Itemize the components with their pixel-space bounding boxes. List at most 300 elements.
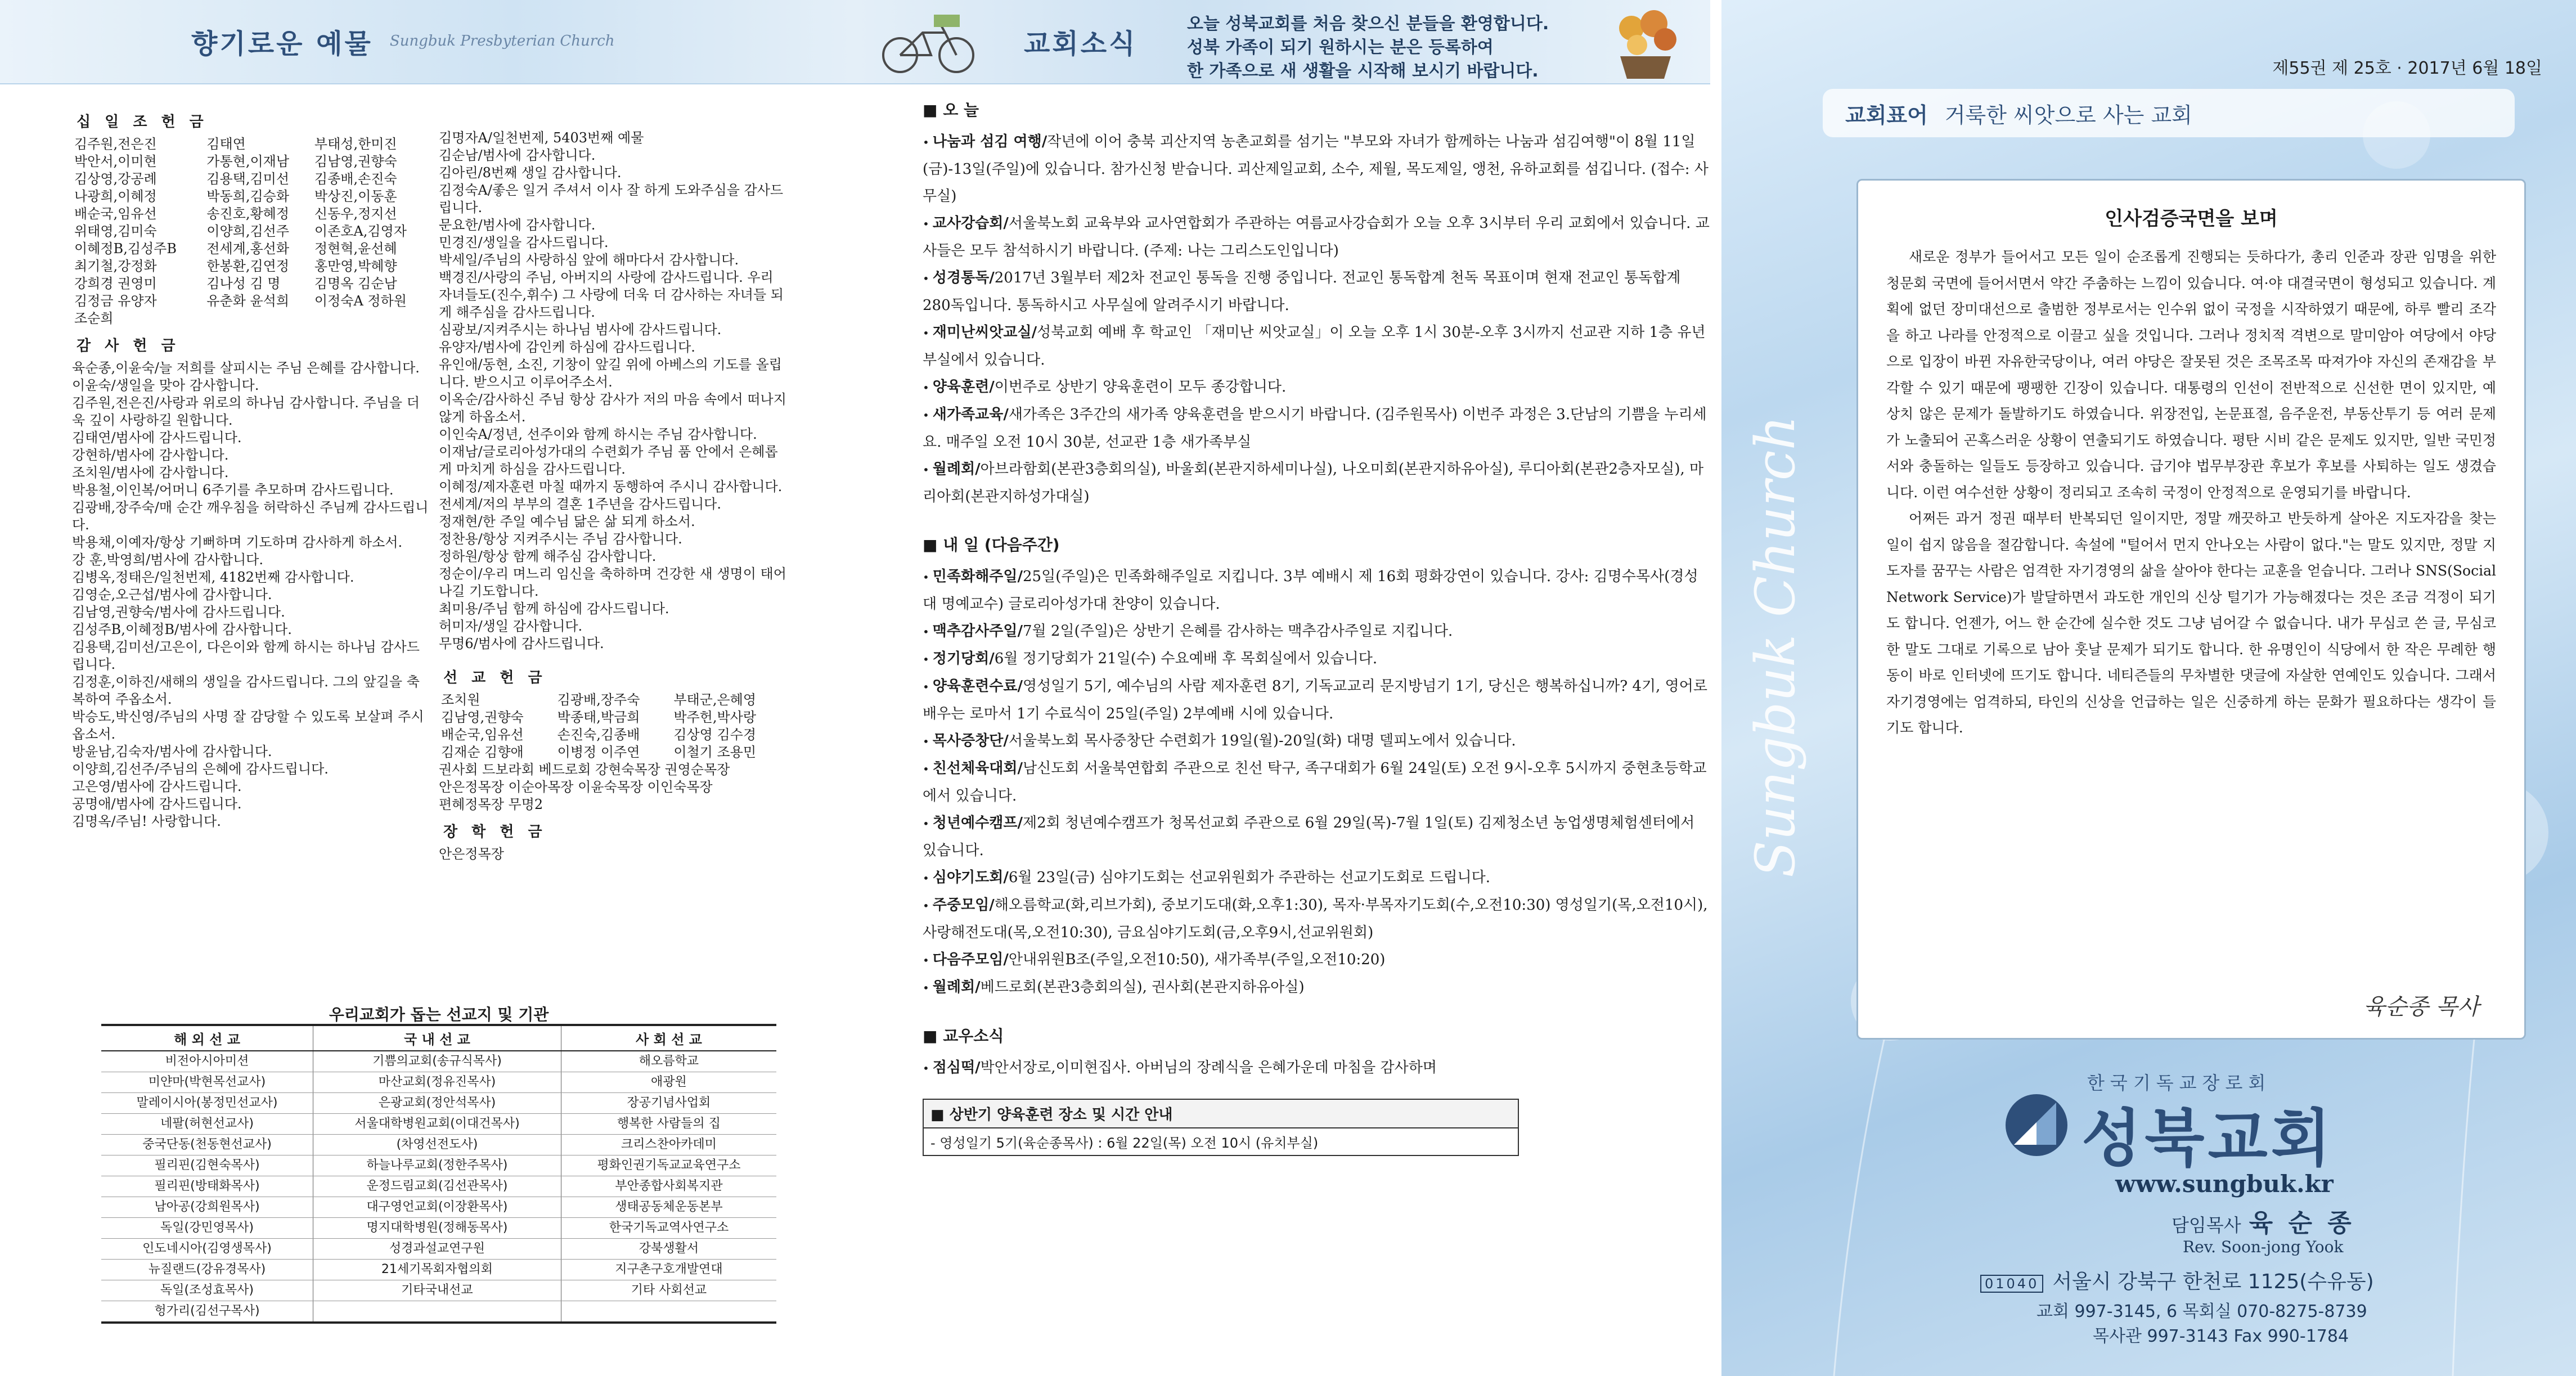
mission-extra-line: 권사회 드보라회 베드로회 강현숙목장 권영순목장: [439, 762, 730, 777]
tithe-names: 이정숙A 정하원: [314, 293, 407, 309]
mission-offering-row: [439, 744, 788, 761]
thanks-donor: 이양희,김선주/: [72, 761, 159, 777]
missions-row: [101, 1093, 776, 1114]
thanks-entry: [439, 565, 788, 600]
news-text: 아브라함회(본관3층회의실), 바울회(본관지하세미나실), 나오미회(본관지하유아실), 루디아회(본관2층자모실), 마리아회(본관지하성가대실): [923, 461, 1704, 505]
members-heading: ■ 교우소식: [923, 1027, 1004, 1045]
thanks-message: 범사에 감인케 하심에 감사드립니다.: [482, 339, 695, 355]
thanks-entry: [72, 708, 432, 743]
thanks-message: 매 순간 깨우침을 허락하신 주님께 감사드립니다.: [72, 500, 429, 533]
church-name: 성북교회: [2082, 1103, 2335, 1175]
tithe-names: 김상영,강공례: [74, 171, 157, 187]
thanks-list-1: [72, 359, 432, 830]
tithe-names: 김정금 유양자: [74, 293, 157, 309]
welcome-line: 성북 가족이 되기 원하시는 분은 등록하여: [1187, 38, 1494, 57]
bullet-icon: •: [923, 680, 929, 694]
news-text: 작년에 이어 충북 괴산지역 농촌교회를 섬기는 "부모와 자녀가 함께하는 나눔과 섬김여행"이 8월 11일(금)-13일(주일)에 있습니다. 참가신청 받습니다. 괴산제일교회, 소수, 제월, 목도제일, 앵천, 유하교회를 섬깁니다. (접수: 사무실): [923, 133, 1709, 205]
news-key: 친선체육대회/: [932, 760, 1023, 777]
missions-row: [101, 1260, 776, 1280]
thanks-message: 우리 며느리 임신을 축하하며 건강한 새 생명이 태어나길 기도합니다.: [439, 566, 786, 599]
thanks-entry: [439, 530, 788, 548]
thanks-message: 범사에 감사합니다.: [159, 744, 272, 759]
tithe-names: 나광희,이혜정: [74, 188, 157, 204]
tithe-names: 김남영,권향숙: [314, 154, 397, 169]
tithe-names: 가통현,이재남: [206, 154, 290, 169]
thanks-entry: [72, 586, 432, 604]
mission-offering-names: 손진숙,김종배: [557, 727, 640, 743]
news-item: [900, 727, 1710, 755]
motto-text: 거룩한 씨앗으로 사는 교회: [1944, 102, 2192, 128]
missions-cell: 서울대학병원교회(이대건목사): [313, 1114, 561, 1135]
tithe-section-title: 십 일 조 헌 금: [77, 114, 208, 131]
missions-row: [101, 1301, 776, 1323]
thanks-entry: [439, 443, 788, 478]
thanks-message: 주님! 사랑합니다.: [115, 813, 221, 829]
pastor-name: 육 순 종: [2249, 1209, 2355, 1238]
thanks-entry: [439, 548, 788, 565]
tithe-names: [204, 310, 312, 327]
mission-offering-names: 조치원: [441, 692, 480, 708]
missions-row: [101, 1176, 776, 1197]
tithe-name-table: [72, 136, 432, 327]
thanks-donor: 정순이/: [439, 566, 483, 582]
thanks-message: 일천번제, 5403번째 예물: [492, 130, 644, 146]
news-text: 서울북노회 교육부와 교사연합회가 주관하는 여름교사강습회가 오늘 오후 3시부터 우리 교회에서 있습니다. 교사들은 모두 참석하시기 바랍니다. (주제: 나는 그리스도인입니다): [923, 215, 1710, 259]
thanks-message: 고은이, 다은이와 함께 하시는 하나님 감사드립니다.: [72, 639, 420, 672]
thanks-donor: 이옥순/: [439, 392, 483, 407]
thanks-entry: [439, 478, 788, 496]
schedule-box-line: - 영성일기 5기(육순종목사) : 6월 22일(목) 오전 10시 (유치부실): [930, 1135, 1319, 1151]
welcome-line: 한 가족으로 새 생활을 시작해 보시기 바랍니다.: [1187, 61, 1539, 81]
news-text: 6월 23일(금) 심야기도회는 선교위원회가 주관하는 선교기도회로 드립니다.: [1008, 869, 1491, 886]
bullet-icon: •: [923, 1062, 929, 1075]
missions-cell: 21세기목회자협의회: [313, 1260, 561, 1280]
top-banner: [0, 0, 1710, 84]
bullet-icon: •: [923, 381, 929, 394]
bullet-icon: •: [923, 570, 929, 584]
tithe-names: 박안서,이미현: [74, 154, 157, 169]
bullet-icon: •: [923, 762, 929, 776]
motto-bar: [1823, 89, 2515, 137]
missions-cell: 중국단동(천동현선교사): [101, 1135, 313, 1155]
thanks-message: 어머니 6주기를 추모하며 감사드립니다.: [159, 482, 394, 498]
tithe-names: 위태영,김미숙: [74, 223, 157, 239]
pastor-name-en: Rev. Soon-jong Yook: [2183, 1238, 2344, 1256]
thanks-message: 지켜주시는 하나님 범사에 감사드립니다.: [482, 322, 722, 338]
essay-paragraph: 어쩌든 과거 정권 때부터 반복되던 일이지만, 정말 깨끗하고 반듯하게 살아온 지도자감을 찾는 일이 쉽지 않음을 절감합니다. 속설에 "털어서 먼지 안나오는 사람이 없다."는 말도 있지만, 정말 지도자를 꿈꾸는 사람은 엄격한 자기경영의 삶을 살아야 한다는 교훈을 얻습니다. 그러나 SNS(Social Network Service)가 발달하면서 과도한 개인의 신상 털기가 가능해졌다는 것은 조금 걱정이 되기도 합니다. 언젠가, 어느 한 순간에 실수한 것도 그냥 넘어갈 수 없습니다. 내가 무심코 쓴 글, 무심코 한 말도 그대로 기록으로 남아 훗날 문제가 되기도 합니다. 한 유명인이 식당에서 한 작은 무례한 행동이 바로 인터넷에 뜨기도 합니다. 네티즌들의 무차별한 댓글에 자살한 연예인도 있습니다. 그래서 자기경영에는 엄격하되, 타인의 신상을 언급하는 일은 신중하게 하는 문화가 필요하다는 생각이 들기도 합니다.: [1886, 510, 2496, 736]
thanks-entry: [72, 813, 432, 830]
news-key: 양육훈련수료/: [932, 678, 1023, 695]
motto-label: 교회표어: [1845, 102, 1928, 128]
missions-cell: 운정드림교회(김선관목사): [313, 1176, 561, 1197]
tithe-row: [72, 275, 432, 293]
thanks-donor: 방윤남,김숙자/: [72, 744, 159, 759]
news-title: 교회소식: [1024, 28, 1138, 60]
today-news-list: [900, 128, 1710, 510]
news-item: [900, 974, 1710, 1001]
bullet-icon: •: [923, 408, 929, 422]
thanks-list-2: [439, 129, 788, 653]
schedule-box: [923, 1099, 1519, 1156]
pastor-info: [2172, 1203, 2355, 1239]
thanks-message: 한 주일 예수님 닮은 삶 되게 하소서.: [482, 514, 695, 529]
tithe-row: [72, 293, 432, 310]
mission-offering-row: [439, 726, 788, 744]
thanks-donor: 최미용/: [439, 601, 483, 617]
thanks-message: 범사에 감사드립니다.: [115, 796, 242, 812]
thanks-donor: 강 훈,박영희/: [72, 552, 151, 568]
news-key: 다음주모임/: [932, 951, 1009, 968]
mission-offering-names: 이병정 이주연: [557, 744, 640, 760]
missions-cell: 헝가리(김선구목사): [101, 1301, 313, 1323]
thanks-entry: [72, 569, 432, 586]
thanks-donor: 백경진/: [439, 269, 483, 285]
missions-cell: 독일(강민영목사): [101, 1218, 313, 1239]
news-item: [900, 401, 1710, 456]
bullet-icon: •: [923, 817, 929, 830]
news-key: 나눔과 섬김 여행/: [932, 133, 1048, 150]
thanks-donor: 허미자/: [439, 618, 483, 634]
thanks-donor: 박용철,이인복/: [72, 482, 159, 498]
missions-row: [101, 1280, 776, 1301]
news-item: [900, 264, 1710, 319]
mission-offering-names: 배순국,임유선: [441, 727, 524, 743]
tithe-names: 유춘화 윤석희: [206, 293, 290, 309]
tomorrow-heading: ■ 내 일 (다음주간): [923, 536, 1060, 554]
tithe-names: 부태성,한미진: [314, 136, 397, 152]
thanks-message: 저의 부부의 결혼 1주년을 감사드립니다.: [482, 496, 721, 512]
thanks-donor: 유양자/: [439, 339, 483, 355]
news-item: [900, 374, 1710, 401]
news-text: 서울북노회 목사중창단 수련회가 19일(월)-20일(화) 대명 델피노에서 있습니다.: [1008, 732, 1516, 749]
news-text: 6월 정기당회가 21일(수) 수요예배 후 목회실에서 있습니다.: [994, 650, 1378, 667]
thanks-message: 범사에 감사드립니다.: [478, 636, 604, 651]
news-key: 정기당회/: [932, 650, 995, 667]
missions-cell: 행복한 사람들의 집: [561, 1114, 776, 1135]
thanks-entry: [72, 761, 432, 778]
news-key: 월례회/: [932, 461, 981, 478]
bullet-icon: •: [923, 899, 929, 912]
thanks-message: 범사에 감사합니다.: [159, 587, 272, 602]
missions-cell: 생태공동체운동본부: [561, 1197, 776, 1218]
missions-cell: 말레이시아(봉정민선교사): [101, 1093, 313, 1114]
thanks-message: 범사에 감사합니다.: [150, 552, 263, 568]
news-text: 영성일기 5기, 예수님의 사람 제자훈련 8기, 기독교교리 문지방넘기 1기, 당신은 행복하십니까? 4기, 영어로 배우는 로마서 1기 수료식이 25일(주일) 2부예배 시에 있습니다.: [923, 678, 1707, 722]
thanks-message: 새해의 생일을 감사드립니다. 그의 앞길을 축복하여 주옵소서.: [72, 674, 420, 707]
church-address: [1980, 1266, 2374, 1294]
mission-offering-row: [439, 709, 788, 726]
news-key: 새가족교육/: [932, 406, 1009, 423]
flower-pot-icon: [1603, 6, 1688, 82]
missions-header-row: [101, 1025, 776, 1051]
news-key: 월례회/: [932, 979, 981, 996]
church-script-vertical: Sungbuk Church: [1744, 415, 1807, 878]
essay-paragraph: 새로운 정부가 들어서고 모든 일이 순조롭게 진행되는 듯하다가, 총리 인준과 장관 임명을 위한 청문회 국면에 들어서면서 약간 주춤하는 느낌이 있습니다. 여·야 대결국면이 형성되고 있습니다. 계획에 없던 장미대선으로 출범한 정부로서는 인수위 없이 국정을 시작하였기 때문에, 하루 빨리 조각을 하고 나라를 안정적으로 이끌고 싶을 것입니다. 그러나 정치적 격변으로 말미암아 여당에서 야당으로 입장이 바뀐 자유한국당이나, 여러 야당은 잘못된 것은 조목조목 따져가야 자신의 존재감을 부각할 수 있기 때문에 팽팽한 긴장이 있습니다. 대통령의 인선이 전반적으로 신선한 면이 있지만, 예상치 않은 문제가 돌발하기도 하였습니다. 위장전입, 논문표절, 음주운전, 부동산투기 등 여러 문제가 노출되어 곤혹스러운 상황이 연출되기도 하였습니다. 평탄 시비 같은 문제도 있지만, 일반 국민정서와 충돌하는 일들도 등장하고 있습니다. 급기야 법무부장관 후보가 후보를 사퇴하는 일도 생겼습니다. 이런 여수선한 상황이 정리되고 조속히 국정이 안정적으로 운영되기를 바랍니다.: [1886, 249, 2496, 501]
thanks-donor: 이혜정/: [439, 479, 483, 494]
thanks-donor: 정찬용/: [439, 531, 483, 547]
offerings-banner-title: [191, 10, 614, 72]
mission-offering-extra: [439, 761, 788, 813]
tithe-names: 배순국,임유선: [74, 206, 157, 222]
missions-table-title: 우리교회가 돕는 선교지 및 기관: [329, 1005, 549, 1024]
missions-header: 국 내 선 교: [313, 1025, 561, 1051]
thanks-entry: [72, 359, 432, 377]
thanks-message: 범사에 감사합니다.: [482, 147, 596, 163]
tithe-row: [72, 205, 432, 223]
bullet-icon: •: [923, 653, 929, 666]
thanks-donor: 조치원/: [72, 465, 116, 480]
news-item: [900, 810, 1710, 864]
mission-offering-names: 이철기 조용민: [673, 744, 757, 760]
news-item: [900, 319, 1710, 374]
thanks-message: 사랑의 주님, 아버지의 사랑에 감사드립니다. 우리 자녀들도(진수,휘수) 그 사랑에 더욱 더 감사하는 자녀들 되게 해주심을 감사드립니다.: [439, 269, 784, 320]
tithe-names: 이양희,김선주: [206, 223, 290, 239]
mission-offering-title: 선 교 헌 금: [443, 669, 547, 686]
thanks-entry: [72, 464, 432, 482]
issue-info: 제55권 제 25호 · 2017년 6월 18일: [2272, 59, 2542, 78]
bullet-icon: •: [923, 326, 929, 340]
thanks-donor: 김태연/: [72, 430, 116, 446]
news-item: [900, 456, 1710, 510]
missions-cell: 인도네시아(김영생목사): [101, 1239, 313, 1260]
offerings-title: 향기로운 예물: [191, 28, 373, 60]
thanks-entry: [72, 638, 432, 673]
bullet-icon: •: [923, 217, 929, 231]
bullet-icon: •: [923, 981, 929, 995]
missions-cell: 해오름학교: [561, 1051, 776, 1072]
news-text: 2017년 3월부터 제2차 전교인 통독을 진행 중입니다. 전교인 통독합계 천독 목표이며 현재 전교인 통독합계 280독입니다. 통독하시고 사무실에 알려주시기 바랍니다.: [923, 269, 1681, 314]
missions-cell: 미얀마(박현목선교사): [101, 1072, 313, 1093]
thanks-entry: [439, 182, 788, 217]
tithe-row: [72, 153, 432, 170]
offerings-column-1: [72, 111, 432, 830]
thanks-donor: 강현하/: [72, 447, 116, 463]
thanks-message: 8번째 생일 감사합니다.: [482, 165, 622, 181]
thanks-donor: 문요한/: [439, 217, 483, 233]
thanks-entry: [439, 234, 788, 251]
thanks-entry: [439, 269, 788, 321]
mission-extra-line: 편혜정목장 무명2: [439, 797, 543, 812]
bulletin-cover: [1721, 0, 2576, 1376]
church-logo-mark-icon: [2003, 1091, 2070, 1159]
thanks-entry: [439, 321, 788, 339]
missions-row: [101, 1072, 776, 1093]
news-item: [900, 864, 1710, 892]
thanks-message: 생일을 감사드립니다.: [482, 235, 609, 250]
thanks-donor: 김아린/: [439, 165, 483, 181]
thanks-entry: [72, 499, 432, 534]
mission-offering-names: 김광배,장주숙: [557, 692, 640, 708]
thanks-entry: [72, 778, 432, 795]
thanks-donor: 유인애/: [439, 357, 483, 372]
thanks-entry: [439, 217, 788, 234]
thanks-entry: [439, 600, 788, 618]
news-text: 안내위원B조(주일,오전10:50), 새가족부(주일,오전10:20): [1008, 951, 1386, 968]
tithe-names: 정현혁,윤선혜: [314, 241, 397, 257]
essay-title: 인사검증국면을 보며: [2105, 208, 2278, 230]
thanks-donor: 고은영/: [72, 779, 116, 794]
thanks-entry: [72, 534, 432, 551]
thanks-message: 제자훈련 마칠 때까지 동행하여 주시니 감사합니다.: [482, 479, 783, 494]
tithe-row: [72, 258, 432, 275]
tithe-names: 최기철,강정화: [74, 258, 157, 274]
missions-cell: 부안종합사회복지관: [561, 1176, 776, 1197]
news-text: 남신도회 서울북연합회 주관으로 친선 탁구, 족구대회가 6월 24일(토) 오전 9시-오후 5시까지 중현초등학교에서 있습니다.: [923, 760, 1707, 804]
news-item: [900, 1054, 1710, 1082]
news-item: [900, 210, 1710, 264]
missions-cell: [313, 1301, 561, 1323]
bicycle-icon: [878, 10, 979, 78]
thanks-message: 주님의 사명 잘 감당할 수 있도록 보살펴 주시옵소서.: [72, 709, 424, 742]
news-page: [900, 84, 1710, 1376]
thanks-message: 사랑과 위로의 하나님 감사합니다. 주님을 더욱 깊이 사랑하길 원합니다.: [72, 395, 420, 428]
missions-cell: 남아공(강희원목사): [101, 1197, 313, 1218]
thanks-donor: 김정숙A/: [439, 182, 492, 198]
church-logo: [1986, 1069, 2492, 1175]
thanks-donor: 정재현/: [439, 514, 483, 529]
missions-row: [101, 1051, 776, 1072]
thanks-entry: [72, 482, 432, 499]
thanks-message: 생일 감사합니다.: [482, 618, 583, 634]
tithe-row: [72, 310, 432, 327]
tithe-names: 김명옥 김순남: [314, 276, 397, 291]
missions-header: 사 회 선 교: [561, 1025, 776, 1051]
thanks-donor: 박용채,이예자/: [72, 534, 159, 550]
thanks-entry: [439, 496, 788, 513]
missions-cell: 명지대학병원(정해동목사): [313, 1218, 561, 1239]
tithe-row: [72, 223, 432, 240]
thanks-donor: 김정훈,이하진/: [72, 674, 159, 690]
thanks-message: 주님의 은혜에 감사드립니다.: [159, 761, 329, 777]
thanks-message: 좋은 일거 주셔서 이사 잘 하게 도와주심을 감사드립니다.: [439, 182, 784, 215]
offerings-page: [0, 84, 878, 1376]
thanks-entry: [72, 551, 432, 569]
thanks-entry: [439, 426, 788, 443]
thanks-donor: 김성주B,이혜정B/: [72, 622, 179, 637]
missions-row: [101, 1155, 776, 1176]
news-key: 성경통독/: [932, 269, 995, 286]
tithe-row: [72, 188, 432, 205]
thanks-message: 범사에 감사합니다.: [179, 622, 292, 637]
mission-offering-names: 김남영,권향숙: [441, 709, 524, 725]
thanks-section-title: 감 사 헌 금: [77, 338, 180, 354]
church-website[interactable]: www.sungbuk.kr: [2115, 1170, 2334, 1198]
thanks-message: 주님 함께 하심에 감사드립니다.: [482, 601, 669, 617]
missions-header: 해 외 선 교: [101, 1025, 313, 1051]
thanks-message: 범사에 감사드립니다.: [115, 430, 242, 446]
zip-code: 01040: [1980, 1275, 2043, 1293]
missions-cell: 기쁨의교회(송규식목사): [313, 1051, 561, 1072]
news-key: 심야기도회/: [932, 869, 1009, 886]
thanks-message: 항상 기뻐하며 기도하며 감사하게 하소서.: [159, 534, 403, 550]
thanks-donor: 심광보/: [439, 322, 483, 338]
thanks-donor: 육순종,이윤숙/: [72, 360, 159, 376]
news-text: 성북교회 예배 후 학교인 「재미난 씨앗교실」이 오늘 오후 1시 30분-오후 3시까지 선교관 지하 1층 유년부실에서 있습니다.: [923, 324, 1706, 368]
tithe-names: 홍만영,박혜향: [314, 258, 397, 274]
denomination-name: 한국기독교장로회: [2087, 1072, 2272, 1094]
scholarship-offering-title: 장 학 헌 금: [443, 824, 547, 840]
news-key: 교사강습회/: [932, 215, 1009, 232]
bullet-icon: •: [923, 625, 929, 638]
tithe-names: 박동희,김승화: [206, 188, 290, 204]
scholarship-offering-names: 안은정목장: [439, 846, 504, 862]
missions-cell: 필리핀(김현숙목사): [101, 1155, 313, 1176]
thanks-donor: 이인숙A/: [439, 426, 492, 442]
church-script-small: Sungbuk Presbyterian Church: [389, 33, 615, 50]
tithe-names: [312, 310, 432, 327]
news-text: 박안서장로,이미현집사. 아버님의 장례식을 은혜가운데 마침을 감사하며: [980, 1059, 1437, 1076]
missions-cell: 뉴질랜드(강유경목사): [101, 1260, 313, 1280]
thanks-message: 항상 지켜주시는 주님 감사합니다.: [482, 531, 682, 547]
missions-cell: 비전아시아미션: [101, 1051, 313, 1072]
thanks-entry: [439, 164, 788, 182]
news-item: [900, 563, 1710, 618]
pastor-signature: 육순종 목사: [2363, 994, 2479, 1020]
news-key: 주중모임/: [932, 897, 995, 914]
news-item: [900, 673, 1710, 727]
thanks-donor: 김주원,전은진/: [72, 395, 159, 411]
tithe-names: 이혜정B,김성주B: [74, 241, 177, 257]
thanks-donor: 김남영,권향숙/: [72, 604, 159, 620]
thanks-entry: [72, 447, 432, 464]
tithe-names: 조순희: [74, 311, 114, 326]
thanks-entry: [72, 604, 432, 621]
missions-cell: 대구영언교회(이장환목사): [313, 1197, 561, 1218]
thanks-entry: [72, 795, 432, 813]
mission-offering-row: [439, 691, 788, 709]
news-key: 양육훈련/: [932, 379, 995, 395]
welcome-message: [1187, 12, 1615, 83]
thanks-donor: 무명6/: [439, 636, 478, 651]
mission-offering-names: 부태군,은혜영: [673, 692, 757, 708]
mission-offering-names: 박종태,박금희: [557, 709, 640, 725]
schedule-box-title: ■ 상반기 양육훈련 장소 및 시간 안내: [924, 1100, 1518, 1128]
missions-row: [101, 1197, 776, 1218]
missions-cell: 애광원: [561, 1072, 776, 1093]
bullet-icon: •: [923, 735, 929, 748]
thanks-entry: [439, 635, 788, 653]
bullet-icon: •: [923, 871, 929, 885]
thanks-message: 정년, 선주이와 함께 하시는 주님 감사합니다.: [492, 426, 757, 442]
missions-row: [101, 1239, 776, 1260]
news-text: 베드로회(본관3층회의실), 권사회(본관지하유아실): [980, 979, 1305, 996]
missions-table: [101, 1024, 776, 1324]
thanks-entry: [72, 394, 432, 429]
news-key: 재미난씨앗교실/: [932, 324, 1037, 341]
thanks-donor: 김순남/: [439, 147, 483, 163]
mission-offering-names: 박주헌,박사랑: [673, 709, 757, 725]
missions-cell: [561, 1301, 776, 1323]
mission-offering-names: 김재순 김향애: [441, 744, 524, 760]
missions-row: [101, 1135, 776, 1155]
missions-cell: 네팔(허현선교사): [101, 1114, 313, 1135]
thanks-message: 감사하신 주님 항상 감사가 저의 마음 속에서 떠나지 않게 하옵소서.: [439, 392, 786, 425]
tithe-names: 박상진,이동훈: [314, 188, 397, 204]
news-key: 점심떡/: [932, 1059, 981, 1076]
thanks-donor: 김명옥/: [72, 813, 116, 829]
thanks-message: 주님의 사랑하심 앞에 해마다서 감사합니다.: [482, 252, 739, 268]
news-item: [900, 618, 1710, 645]
offerings-column-2: [439, 129, 788, 863]
news-text: 25일(주일)은 민족화해주일로 지킵니다. 3부 예배시 제 16회 평화강연이 있습니다. 강사: 김명수목사(경성대 명예교수) 글로리아성가대 찬양이 있습니다.: [923, 568, 1698, 613]
missions-cell: 기타국내선교: [313, 1280, 561, 1301]
thanks-entry: [72, 621, 432, 638]
thanks-entry: [439, 513, 788, 530]
phone-line-2: 목사관 997-3143 Fax 990-1784: [2093, 1326, 2349, 1346]
tithe-names: 이존호A,김영자: [314, 223, 407, 239]
tithe-row: [72, 240, 432, 258]
thanks-message: 범사에 감사합니다.: [482, 217, 596, 233]
